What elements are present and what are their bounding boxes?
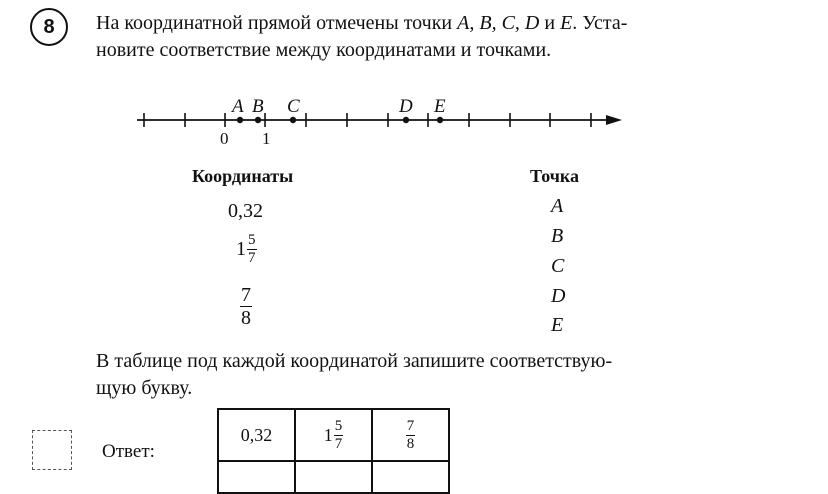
point-option-a: A — [551, 195, 564, 217]
point-d-dot — [403, 117, 409, 123]
answer-col-decimal-text: 0,32 — [240, 424, 273, 445]
point-label-e: E — [434, 96, 446, 117]
answer-mixed-whole: 1 — [323, 424, 333, 445]
coord-mixed — [236, 233, 257, 266]
intro-points: A, B, C, D — [457, 12, 540, 34]
number-line-arrow — [606, 115, 622, 125]
coord-mixed-frac — [247, 233, 257, 266]
point-option-b: B — [551, 225, 564, 247]
intro-text-a: На координатной прямой отмечены точки — [96, 12, 458, 34]
point-label-c: C — [287, 96, 300, 117]
point-option-d: D — [551, 285, 566, 307]
answer-col-mixed — [295, 409, 372, 461]
answer-fraction-frac — [406, 419, 416, 452]
point-label-a: A — [232, 96, 244, 117]
coord-fraction-frac — [240, 285, 252, 328]
point-header: Точка — [530, 166, 579, 186]
point-label-d: D — [399, 96, 413, 117]
point-a-dot — [237, 117, 243, 123]
answer-cell-3[interactable] — [372, 461, 449, 493]
point-b-dot — [255, 117, 261, 123]
task-number-badge: 8 — [30, 8, 68, 46]
tick-label-one: 1 — [262, 129, 271, 148]
point-label-b: B — [252, 96, 264, 117]
answer-mixed-num: 5 — [334, 417, 343, 434]
number-line — [0, 0, 828, 160]
answer-mixed-den: 7 — [334, 435, 343, 452]
point-c-dot — [290, 117, 296, 123]
coord-mixed-num: 5 — [248, 232, 256, 248]
task-intro-line2: новите соответствие между координатами и точками. — [96, 39, 552, 61]
answer-fraction-num: 7 — [406, 417, 415, 434]
coord-fraction-num: 7 — [241, 284, 251, 306]
coord-mixed-whole: 1 — [236, 238, 246, 260]
answer-col-fraction — [372, 409, 449, 461]
answer-col-decimal — [218, 409, 295, 461]
intro-point-e: E — [560, 12, 573, 34]
instruction-line2: щую букву. — [96, 377, 193, 399]
answer-fraction-den: 8 — [406, 435, 415, 452]
answer-table-header-row — [218, 409, 449, 461]
answer-cell-2[interactable] — [295, 461, 372, 493]
point-e-dot — [437, 117, 443, 123]
answer-table — [217, 408, 450, 494]
intro-and: и — [539, 12, 561, 34]
point-option-e: E — [551, 314, 564, 336]
answer-label: Ответ: — [102, 441, 155, 462]
answer-cell-1[interactable] — [218, 461, 295, 493]
coord-decimal: 0,32 — [228, 200, 263, 222]
answer-checkbox[interactable] — [32, 430, 72, 470]
tick-label-zero: 0 — [220, 129, 229, 148]
coord-fraction-den: 8 — [241, 307, 251, 329]
coord-mixed-den: 7 — [248, 250, 256, 266]
coord-fraction — [240, 285, 252, 328]
point-option-c: C — [551, 255, 565, 277]
coordinates-header: Координаты — [192, 166, 294, 186]
answer-mixed-frac — [334, 419, 344, 452]
instruction-line1: В таблице под каждой координатой запишите соответствую- — [96, 350, 613, 372]
intro-text-b: . Уста- — [572, 12, 628, 34]
answer-mixed — [324, 419, 344, 452]
answer-table-input-row — [218, 461, 449, 493]
